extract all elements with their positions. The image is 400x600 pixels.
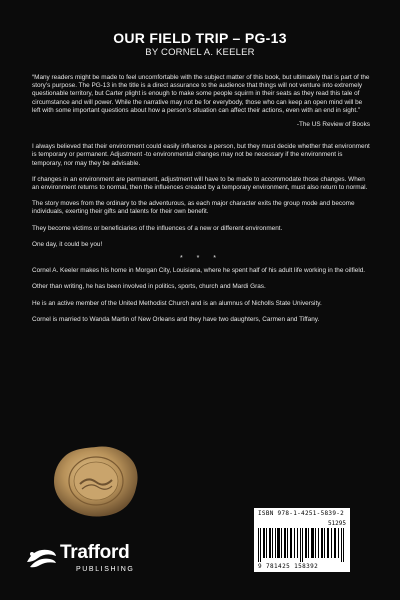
bio-paragraph: Cornel A. Keeler makes his home in Morgan City, Louisiana, where he spent half of his adult life working in the oilfield.: [32, 267, 366, 275]
bio-paragraph: Other than writing, he has been involved in politics, sports, church and Mardi Gras.: [32, 283, 266, 291]
blurb-paragraph: I always believed that their environment could easily influence a person, but they must decide whether that environment is temporary or permanent. Adjustment -to environmental changes may not be necessary if the environment is temporary, nor may they be advisable.: [32, 143, 370, 167]
review-quote: “Many readers might be made to feel uncomfortable with the subject matter of this book, but ultimately that is part of the story’s purpose. The PG-13 in the title is a direct assurance to the audience that things will not venture into extremely questionable territory, but Carter plight is enough to make some people squirm in their seats as they read this tale of circumstance and will power. While the narrative may not be for everybody, those who can keep an open mind will be left with some important questions about how a person’s situation can affect their actions, even with an end in sight.”: [32, 74, 370, 114]
barcode-digits: 9 781425 158392: [258, 563, 319, 570]
isbn-number: ISBN 978-1-4251-5839-2: [258, 510, 345, 517]
blurb-paragraph: One day, it could be you!: [32, 240, 103, 248]
isbn-barcode: [254, 508, 350, 572]
bio-paragraph: He is an active member of the United Methodist Church and is an alumnus of Nicholls State University.: [32, 299, 322, 307]
back-cover-text: [32, 74, 370, 332]
publisher-subtitle: PUBLISHING: [76, 566, 135, 573]
bio-paragraph: Cornel is married to Wanda Martin of New Orleans and they have two daughters, Carmen and Tiffany.: [32, 315, 320, 323]
trafford-swirl-icon: [24, 542, 58, 572]
price-code: 51295: [327, 520, 346, 527]
author-line: BY CORNEL A. KEELER: [145, 47, 255, 58]
gold-wax-seal: [52, 444, 140, 518]
blurb-paragraph: The story moves from the ordinary to the adventurous, as each major character exits the group mode and become individuals, exerting their gifts and talents for their own benefit.: [32, 200, 355, 216]
seal-icon: [52, 444, 140, 518]
book-title: OUR FIELD TRIP – PG-13: [113, 30, 287, 46]
publisher-name: Trafford: [60, 542, 130, 563]
review-attribution: -The US Review of Books: [296, 121, 370, 129]
blurb-paragraph: They become victims or beneficiaries of the influences of a new or different environment.: [32, 224, 283, 232]
barcode-bars-icon: [258, 528, 346, 562]
section-divider: * * *: [179, 255, 223, 263]
blurb-paragraph: If changes in an environment are permanent, adjustment will have to be made to accommodate those changes. When an environment returns to normal, then the influences created by a temporary environment, must also return to normal.: [32, 175, 368, 192]
publisher-logo: [24, 540, 184, 580]
